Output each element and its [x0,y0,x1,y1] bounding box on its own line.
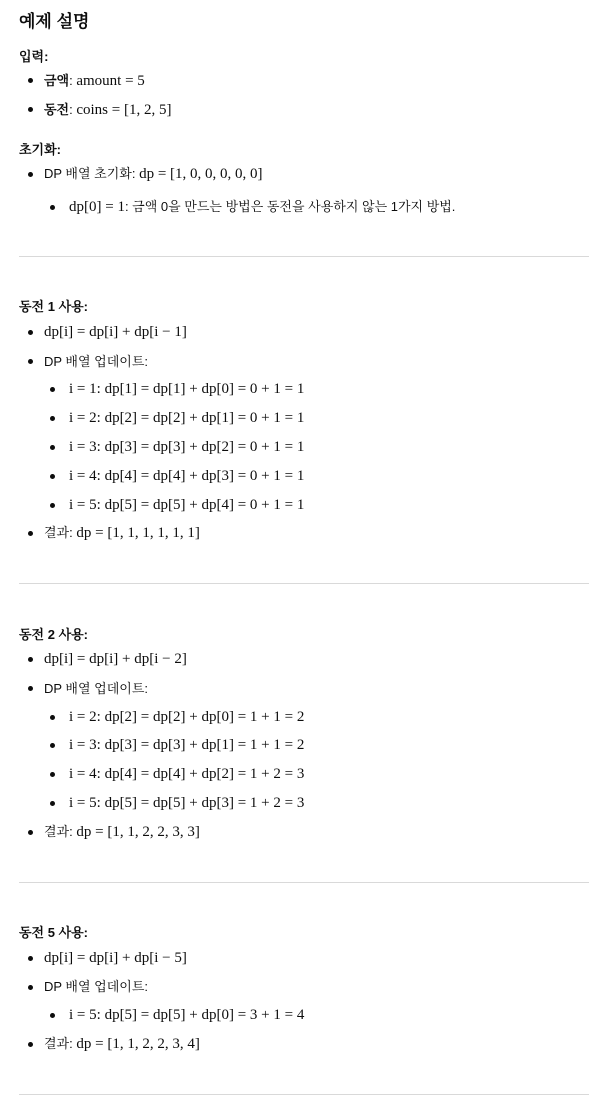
init-dp-math: dp = [1, 0, 0, 0, 0, 0] [139,166,263,182]
coin1-step: i = 2: dp[2] = dp[2] + dp[1] = 0 + 1 = 1 [69,410,305,426]
bullet [28,330,33,335]
bullet [28,657,33,662]
bullet [50,801,55,806]
coins-label: 동전 [44,102,70,117]
init-dp-item [44,165,263,183]
bullet [28,78,33,83]
bullet [28,107,33,112]
coin5-formula: dp[i] = dp[i] + dp[i − 5] [44,950,187,966]
bullet [50,416,55,421]
bullet [50,1013,55,1018]
bullet [28,956,33,961]
coins-math: coins = [1, 2, 5] [76,102,172,118]
coin1-result: 결과: dp = [1, 1, 1, 1, 1, 1] [44,525,200,541]
coin2-step: i = 3: dp[3] = dp[3] + dp[1] = 1 + 1 = 2 [69,737,305,753]
bullet [50,445,55,450]
bullet [28,1042,33,1047]
coin2-step: i = 5: dp[5] = dp[5] + dp[3] = 1 + 2 = 3 [69,795,305,811]
coin5-heading: 동전 5 사용: [19,925,89,940]
init-base-math: dp[0] = 1 [69,199,125,215]
coin1-update-label: DP 배열 업데이트: [44,354,149,369]
bullet [50,474,55,479]
page-title: 예제 설명 [19,12,90,31]
bullet [50,715,55,720]
coin1-heading: 동전 1 사용: [19,299,89,314]
init-dp-label: DP 배열 초기화: [44,166,136,181]
coin1-formula: dp[i] = dp[i] + dp[i − 1] [44,324,187,340]
coin2-update-label: DP 배열 업데이트: [44,681,149,696]
coin1-step: i = 4: dp[4] = dp[4] + dp[3] = 0 + 1 = 1 [69,468,305,484]
coin2-heading: 동전 2 사용: [19,627,89,642]
init-base-text: : 금액 0을 만드는 방법은 동전을 사용하지 않는 1가지 방법. [124,199,456,214]
bullet [50,772,55,777]
init-heading: 초기화: [19,142,62,157]
input-coins-item: 동전: coins = [1, 2, 5] [44,102,172,118]
divider [19,882,589,883]
coin2-step: i = 2: dp[2] = dp[2] + dp[0] = 1 + 1 = 2 [69,709,305,725]
amount-label: 금액 [44,73,70,88]
bullet [28,531,33,536]
bullet [28,359,33,364]
coin5-step: i = 5: dp[5] = dp[5] + dp[0] = 3 + 1 = 4 [69,1007,305,1023]
coin5-result: 결과: dp = [1, 1, 2, 2, 3, 4] [44,1036,200,1052]
coin1-step: i = 5: dp[5] = dp[5] + dp[4] = 0 + 1 = 1 [69,497,305,513]
divider [19,583,589,584]
bullet [28,830,33,835]
bullet [50,743,55,748]
coin1-step: i = 3: dp[3] = dp[3] + dp[2] = 0 + 1 = 1 [69,439,305,455]
coin2-formula: dp[i] = dp[i] + dp[i − 2] [44,651,187,667]
amount-math: amount = 5 [76,73,145,89]
divider [19,256,589,257]
coin5-update-label: DP 배열 업데이트: [44,979,149,994]
bullet [28,686,33,691]
init-base-item [69,198,455,216]
coin2-result: 결과: dp = [1, 1, 2, 2, 3, 3] [44,824,200,840]
bullet [50,205,55,210]
coin1-step: i = 1: dp[1] = dp[1] + dp[0] = 0 + 1 = 1 [69,381,305,397]
bullet [28,172,33,177]
input-amount-item: 금액: amount = 5 [44,73,145,89]
bullet [28,985,33,990]
bullet [50,387,55,392]
bullet [50,503,55,508]
divider [19,1094,589,1095]
coin2-step: i = 4: dp[4] = dp[4] + dp[2] = 1 + 2 = 3 [69,766,305,782]
input-heading: 입력: [19,49,49,64]
